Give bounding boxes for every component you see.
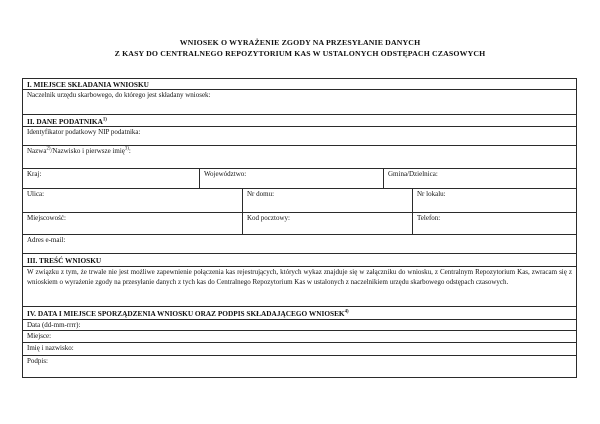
wniosek-body-text: W związku z tym, że trwale nie jest możliwe zapewnienie połączenia kas rejestrujących, których wykaz znajduje się w załączniku do wniosku, z Centralnym Repozytorium Kas, zwracam się z wnioskiem o wyrażenie zgody na przesyłanie danych z tych kas do Centralnego Repozytorium Kas w ustalonych z naczelnikiem urzędu skarbowego odstępach czasowych. bbox=[27, 268, 572, 286]
nazwa-footnote-ref-2: 2) bbox=[46, 146, 51, 152]
kraj-wojewodztwo-gmina-row bbox=[23, 169, 576, 189]
miejsce-cell bbox=[23, 331, 576, 342]
naczelnik-row bbox=[23, 90, 576, 115]
nazwa-cell bbox=[23, 146, 576, 168]
email-cell bbox=[23, 235, 576, 253]
data-write-area[interactable] bbox=[80, 321, 573, 330]
miejsce-label: Miejsce: bbox=[27, 332, 52, 340]
nazwa-row bbox=[23, 146, 576, 169]
nazwa-label bbox=[27, 147, 573, 156]
ulica-label: Ulica: bbox=[27, 190, 45, 198]
podpis-row bbox=[23, 356, 576, 377]
email-row bbox=[23, 235, 576, 254]
data-cell bbox=[23, 320, 576, 330]
wniosek-body-blank-area bbox=[23, 287, 576, 306]
kod-pocztowy-label: Kod pocztowy: bbox=[247, 214, 290, 222]
wojewodztwo-write-area[interactable] bbox=[204, 179, 380, 188]
nr-lokalu-label: Nr lokalu: bbox=[417, 190, 446, 198]
gmina-label: Gmina/Dzielnica: bbox=[388, 170, 438, 178]
kraj-label: Kraj: bbox=[27, 170, 42, 178]
nazwa-label-part3: : bbox=[128, 147, 131, 155]
podpis-write-area[interactable] bbox=[27, 366, 573, 377]
wojewodztwo-label: Województwo: bbox=[204, 170, 247, 178]
data-row bbox=[23, 320, 576, 331]
application-form-table bbox=[22, 78, 577, 378]
nazwa-footnote-ref-3: 3) bbox=[124, 146, 129, 152]
section-2-footnote-ref: 1) bbox=[102, 117, 107, 123]
data-label: Data (dd-mm-rrrr): bbox=[27, 321, 81, 329]
gmina-write-area[interactable] bbox=[388, 179, 573, 188]
wojewodztwo-cell bbox=[200, 169, 384, 188]
imie-nazwisko-row bbox=[23, 343, 576, 356]
section-1-title: I. MIEJSCE SKŁADANIA WNIOSKU bbox=[27, 80, 149, 89]
ulica-write-area[interactable] bbox=[27, 199, 239, 212]
section-2-header-row bbox=[23, 115, 576, 127]
podpis-cell bbox=[23, 356, 576, 377]
kraj-write-area[interactable] bbox=[27, 179, 196, 188]
miejscowosc-label: Miejscowość: bbox=[27, 214, 66, 222]
section-1-header-cell bbox=[23, 79, 576, 89]
section-4-footnote-ref: 4) bbox=[344, 309, 349, 315]
imie-nazwisko-write-area[interactable] bbox=[74, 344, 573, 355]
nr-lokalu-cell bbox=[413, 189, 576, 212]
miejscowosc-write-area[interactable] bbox=[27, 223, 239, 234]
nazwa-label-part1: Nazwa bbox=[27, 147, 47, 155]
naczelnik-cell bbox=[23, 90, 576, 114]
podpis-label: Podpis: bbox=[27, 357, 49, 365]
telefon-write-area[interactable] bbox=[417, 223, 573, 234]
naczelnik-write-area[interactable] bbox=[27, 100, 573, 114]
nip-cell bbox=[23, 127, 576, 145]
nr-domu-cell bbox=[243, 189, 413, 212]
section-4-header-row bbox=[23, 307, 576, 320]
nr-domu-write-area[interactable] bbox=[247, 199, 409, 212]
wniosek-body-cell bbox=[23, 267, 576, 306]
nr-lokalu-write-area[interactable] bbox=[417, 199, 573, 212]
ulica-cell bbox=[23, 189, 243, 212]
imie-nazwisko-cell bbox=[23, 343, 576, 355]
miejscowosc-kod-telefon-row bbox=[23, 213, 576, 235]
gmina-cell bbox=[384, 169, 576, 188]
section-3-header-row bbox=[23, 254, 576, 267]
section-1-header-row bbox=[23, 79, 576, 90]
nazwa-write-area[interactable] bbox=[27, 156, 573, 168]
section-4-title-text: IV. DATA I MIEJSCE SPORZĄDZENIA WNIOSKU ORAZ PODPIS SKŁADAJĄCEGO WNIOSEK bbox=[27, 309, 345, 318]
nazwa-label-part2: /Nazwisko i pierwsze imię bbox=[50, 147, 125, 155]
section-4-title bbox=[27, 309, 573, 318]
nip-row bbox=[23, 127, 576, 146]
document-title-line1: WNIOSEK O WYRAŻENIE ZGODY NA PRZESYŁANIE DANYCH bbox=[179, 38, 421, 47]
telefon-cell bbox=[413, 213, 576, 234]
document-title-line2: Z KASY DO CENTRALNEGO REPOZYTORIUM KAS W USTALONYCH ODSTĘPACH CZASOWYCH bbox=[114, 48, 486, 58]
kod-pocztowy-cell bbox=[243, 213, 413, 234]
kod-pocztowy-write-area[interactable] bbox=[247, 223, 409, 234]
imie-nazwisko-label: Imię i nazwisko: bbox=[27, 344, 74, 352]
kraj-cell bbox=[23, 169, 200, 188]
nr-domu-label: Nr domu: bbox=[247, 190, 275, 198]
miejscowosc-cell bbox=[23, 213, 243, 234]
nip-label: Identyfikator podatkowy NIP podatnika: bbox=[27, 128, 141, 136]
email-write-area[interactable] bbox=[27, 245, 573, 253]
section-4-header-cell bbox=[23, 307, 576, 319]
naczelnik-label: Naczelnik urzędu skarbowego, do którego jest składany wniosek: bbox=[27, 91, 211, 99]
wniosek-body-row bbox=[23, 267, 576, 307]
section-2-header-cell bbox=[23, 115, 576, 126]
miejsce-write-area[interactable] bbox=[51, 332, 573, 342]
section-2-title-text: II. DANE PODATNIKA bbox=[27, 116, 103, 126]
miejsce-row bbox=[23, 331, 576, 343]
document-title bbox=[0, 38, 600, 60]
telefon-label: Telefon: bbox=[417, 214, 441, 222]
section-2-title bbox=[27, 117, 573, 126]
section-3-title: III. TREŚĆ WNIOSKU bbox=[27, 256, 102, 265]
nip-write-area[interactable] bbox=[27, 137, 573, 145]
section-3-header-cell bbox=[23, 254, 576, 266]
email-label: Adres e-mail: bbox=[27, 236, 66, 244]
ulica-nrdomu-nrlokalu-row bbox=[23, 189, 576, 213]
